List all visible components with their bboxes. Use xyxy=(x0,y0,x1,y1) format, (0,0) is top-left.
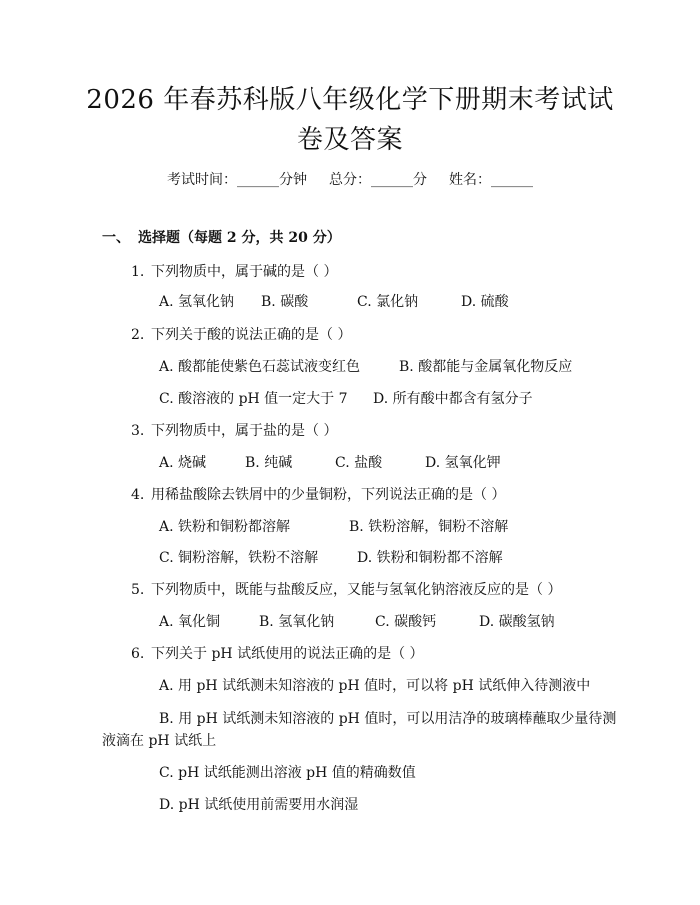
question-6-option-a: A. 用 pH 试纸测未知溶液的 pH 值时，可以将 pH 试纸伸入待测液中 xyxy=(159,678,591,694)
question-number: 4. xyxy=(131,487,145,503)
question-3 xyxy=(131,421,337,441)
question-text: 用稀盐酸除去铁屑中的少量铜粉，下列说法正确的是（ ） xyxy=(151,487,506,503)
option-a: A. 铁粉和铜粉都溶解 xyxy=(159,519,291,535)
option-a: A. 烧碱 xyxy=(159,455,207,471)
option-d: D. 硫酸 xyxy=(461,294,509,310)
question-4-options-row1 xyxy=(159,517,508,537)
exam-title-line2: 卷及答案 xyxy=(296,125,403,155)
question-text: 下列关于 pH 试纸使用的说法正确的是（ ） xyxy=(151,646,424,662)
question-2 xyxy=(131,325,351,345)
option-c: C. 氯化钠 xyxy=(357,294,419,310)
question-6-option-b: B. 用 pH 试纸测未知溶液的 pH 值时，可以用洁净的玻璃棒蘸取少量待测 xyxy=(159,711,617,727)
question-2-options-row1 xyxy=(159,357,572,377)
exam-time-field: 考试时间：______分钟 xyxy=(167,172,307,188)
question-4-options-row2 xyxy=(159,548,503,568)
option-b: B. 酸都能与金属氧化物反应 xyxy=(399,359,573,375)
option-b: B. 碳酸 xyxy=(261,294,309,310)
option-d: D. 所有酸中都含有氢分子 xyxy=(373,391,533,407)
option-a: A. 氢氧化钠 xyxy=(159,294,235,310)
question-2-options-row2 xyxy=(159,389,533,409)
exam-title-line1: 2026 年春苏科版八年级化学下册期末考试试 xyxy=(86,85,614,115)
question-1-options xyxy=(159,292,509,312)
question-number: 5. xyxy=(131,582,145,598)
section-heading xyxy=(102,228,341,248)
question-number: 6. xyxy=(131,646,145,662)
question-text: 下列物质中，属于碱的是（ ） xyxy=(151,264,338,280)
option-a: A. 氧化铜 xyxy=(159,614,221,630)
option-a: A. 酸都能使紫色石蕊试液变红色 xyxy=(159,359,361,375)
option-d: D. 氢氧化钾 xyxy=(425,455,501,471)
question-text: 下列关于酸的说法正确的是（ ） xyxy=(151,327,352,343)
question-number: 1. xyxy=(131,264,145,280)
section-number: 一、 xyxy=(102,230,130,246)
question-6-option-b-continued: 液滴在 pH 试纸上 xyxy=(102,733,217,749)
option-b: B. 铁粉溶解，铜粉不溶解 xyxy=(349,519,509,535)
question-number: 2. xyxy=(131,327,145,343)
question-6 xyxy=(131,644,424,664)
question-5 xyxy=(131,580,561,600)
exam-info-row xyxy=(0,170,700,190)
option-b: B. 纯碱 xyxy=(245,455,293,471)
question-number: 3. xyxy=(131,423,145,439)
option-c: C. 碳酸钙 xyxy=(375,614,437,630)
total-score-field: 总分：______分 xyxy=(329,172,427,188)
question-5-options xyxy=(159,612,555,632)
question-6-option-d: D. pH 试纸使用前需要用水润湿 xyxy=(159,797,359,813)
question-6-option-c: C. pH 试纸能测出溶液 pH 值的精确数值 xyxy=(159,765,416,781)
option-d: D. 碳酸氢钠 xyxy=(479,614,555,630)
question-4 xyxy=(131,485,505,505)
question-3-options xyxy=(159,453,501,473)
question-1 xyxy=(131,262,337,282)
student-name-field: 姓名：______ xyxy=(449,172,533,188)
option-b: B. 氢氧化钠 xyxy=(259,614,335,630)
question-text: 下列物质中，既能与盐酸反应，又能与氢氧化钠溶液反应的是（ ） xyxy=(151,582,562,598)
option-c: C. 酸溶液的 pH 值一定大于 7 xyxy=(159,391,348,407)
option-c: C. 铜粉溶解，铁粉不溶解 xyxy=(159,550,319,566)
option-d: D. 铁粉和铜粉都不溶解 xyxy=(357,550,503,566)
section-label: 选择题（每题 2 分，共 20 分） xyxy=(138,230,341,246)
option-c: C. 盐酸 xyxy=(335,455,383,471)
question-text: 下列物质中，属于盐的是（ ） xyxy=(151,423,338,439)
